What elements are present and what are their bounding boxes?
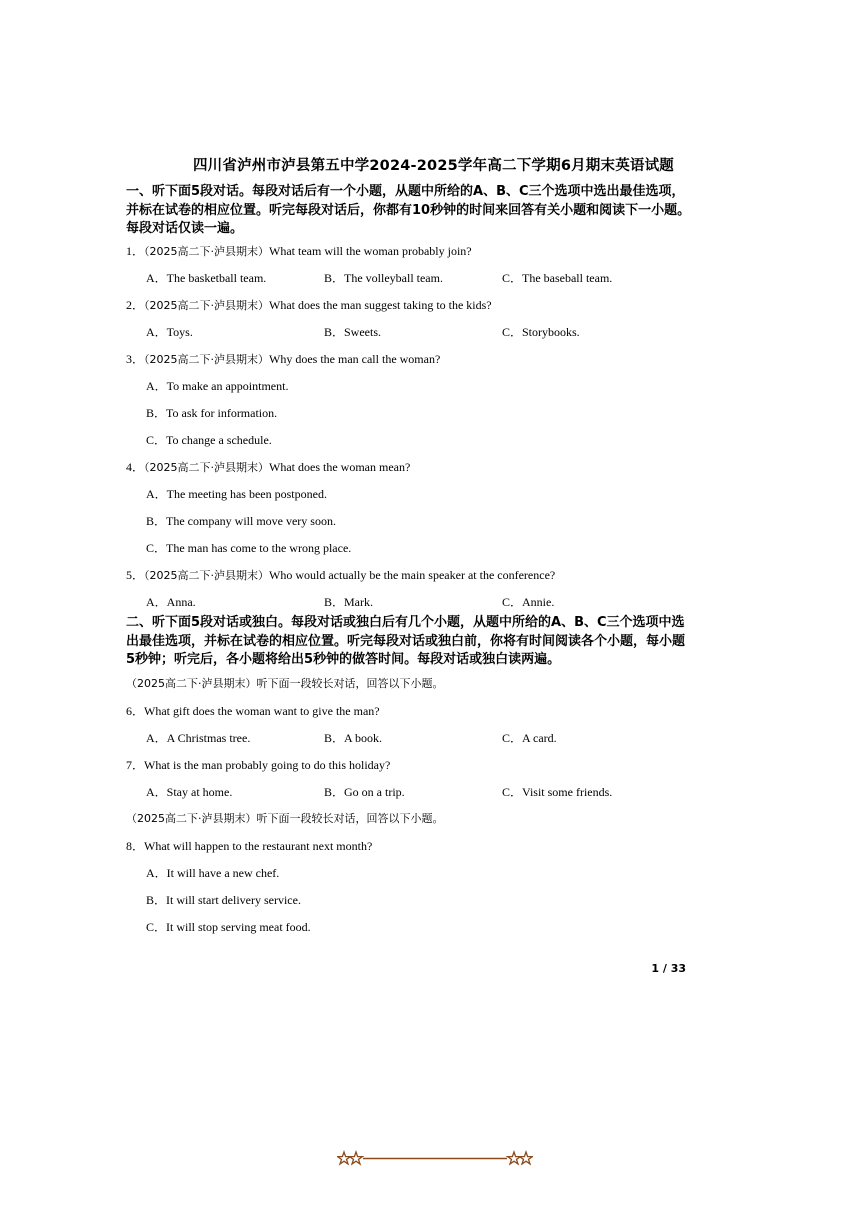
q1-option-b: B．The volleyball team. — [324, 271, 443, 285]
q5-option-a: A．Anna. — [146, 595, 196, 609]
question-source-tag: （2025高二下·泸县期末） — [144, 353, 270, 366]
q7-option-b: B．Go on a trip. — [324, 785, 405, 799]
q4-option-c: C．The man has come to the wrong place. — [146, 541, 352, 555]
page-title: 四川省泸州市泸县第五中学2024-2025学年高二下学期6月期末英语试题 — [192, 158, 675, 174]
q2-option-c: C．Storybooks. — [502, 325, 580, 339]
q4-option-a: A．The meeting has been postponed. — [146, 487, 327, 501]
question-3 — [126, 350, 440, 367]
question-2 — [126, 296, 492, 313]
q2-option-b: B．Sweets. — [324, 325, 382, 339]
question-text: What is the man probably going to do this holiday? — [144, 758, 391, 772]
question-6 — [126, 702, 380, 719]
question-number: 2． — [126, 298, 145, 312]
question-text: What team will the woman probably join? — [269, 244, 472, 258]
question-source-tag: （2025高二下·泸县期末） — [144, 245, 270, 258]
q7-option-a: A．Stay at home. — [146, 785, 233, 799]
q3-option-c: C．To change a schedule. — [146, 433, 272, 447]
star-icon — [350, 1152, 363, 1164]
page-number: 1 / 33 — [651, 962, 686, 975]
q4-option-b: B．The company will move very soon. — [146, 514, 336, 528]
question-7 — [126, 756, 390, 773]
question-text: What does the man suggest taking to the kids? — [269, 298, 492, 312]
q8-option-c: C．It will stop serving meat food. — [146, 920, 311, 934]
question-number: 5． — [126, 568, 145, 582]
q3-option-b: B．To ask for information. — [146, 406, 278, 420]
question-text: What will happen to the restaurant next month? — [144, 839, 373, 853]
q8-option-b: B．It will start delivery service. — [146, 893, 301, 907]
question-number: 7． — [126, 758, 145, 772]
footer-ornament — [337, 1150, 533, 1168]
question-number: 6． — [126, 704, 145, 718]
question-text: What gift does the woman want to give the man? — [144, 704, 380, 718]
q7-option-c: C．Visit some friends. — [502, 785, 613, 799]
q2-option-a: A．Toys. — [146, 325, 193, 339]
dialogue-intro-1: （2025高二下·泸县期末）听下面一段较长对话，回答以下小题。 — [126, 677, 444, 690]
question-source-tag: （2025高二下·泸县期末） — [144, 461, 270, 474]
star-icon — [508, 1152, 521, 1164]
q6-option-b: B．A book. — [324, 731, 383, 745]
question-text: Who would actually be the main speaker at the conference? — [269, 568, 556, 582]
question-number: 3． — [126, 352, 145, 366]
question-source-tag: （2025高二下·泸县期末） — [144, 569, 270, 582]
star-icon — [520, 1152, 533, 1164]
q1-option-c: C．The baseball team. — [502, 271, 613, 285]
question-number: 8． — [126, 839, 145, 853]
dialogue-intro-2: （2025高二下·泸县期末）听下面一段较长对话，回答以下小题。 — [126, 812, 444, 825]
star-icon — [338, 1152, 351, 1164]
q8-option-a: A．It will have a new chef. — [146, 866, 280, 880]
q5-option-c: C．Annie. — [502, 595, 555, 609]
q1-option-a: A．The basketball team. — [146, 271, 267, 285]
section-2-instructions: 二、听下面5段对话或独白。每段对话或独白后有几个小题，从题中所给的A、B、C三个选项中选出最佳选项，并标在试卷的相应位置。听完每段对话或独白前，你将有时间阅读各个小题，每小题5秒钟；听完后，各小题将给出5秒钟的做答时间。每段对话或独白读两遍。 — [126, 615, 686, 667]
question-4 — [126, 458, 410, 475]
q6-option-c: C．A card. — [502, 731, 557, 745]
section-1-instructions: 一、听下面5段对话。每段对话后有一个小题，从题中所给的A、B、C三个选项中选出最佳选项，并标在试卷的相应位置。听完每段对话后，你都有10秒钟的时间来回答有关小题和阅读下一小题。每段对话仅读一遍。 — [126, 184, 691, 236]
question-1 — [126, 242, 472, 259]
question-number: 1． — [126, 244, 145, 258]
question-8 — [126, 837, 372, 854]
question-source-tag: （2025高二下·泸县期末） — [144, 299, 270, 312]
question-5 — [126, 566, 555, 583]
question-number: 4． — [126, 460, 145, 474]
q5-option-b: B．Mark. — [324, 595, 373, 609]
q6-option-a: A．A Christmas tree. — [146, 731, 251, 745]
question-text: Why does the man call the woman? — [269, 352, 441, 366]
q3-option-a: A．To make an appointment. — [146, 379, 289, 393]
question-text: What does the woman mean? — [269, 460, 411, 474]
